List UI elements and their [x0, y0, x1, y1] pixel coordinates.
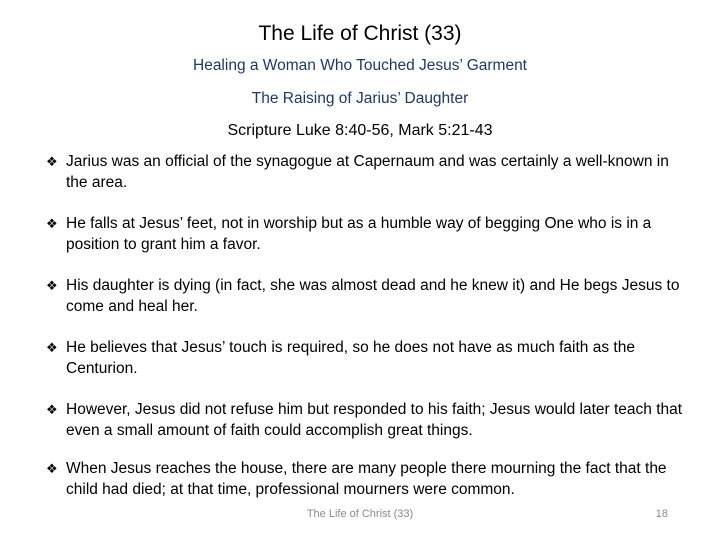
slide-title: The Life of Christ (33)	[258, 22, 462, 45]
bullet-text: When Jesus reaches the house, there are many people there mourning the fact that the child had died; at that time, professional mourners were common.	[66, 460, 667, 498]
diamond-bullet-icon: ❖	[46, 278, 58, 293]
diamond-bullet-icon: ❖	[46, 216, 58, 231]
diamond-bullet-icon: ❖	[46, 402, 58, 417]
footer-title: The Life of Christ (33)	[306, 508, 414, 520]
bullet-item	[46, 458, 686, 500]
bullet-text: He believes that Jesus’ touch is required, so he does not have as much faith as the Centurion.	[66, 339, 635, 377]
bullet-text: He falls at Jesus’ feet, not in worship but as a humble way of begging One who is in a position to grant him a favor.	[66, 215, 652, 253]
bullet-item	[46, 213, 686, 255]
bullet-item	[46, 337, 686, 379]
diamond-bullet-icon: ❖	[46, 154, 58, 169]
subtitle-healing-woman: Healing a Woman Who Touched Jesus’ Garment	[193, 57, 527, 74]
scripture-reference: Scripture Luke 8:40-56, Mark 5:21-43	[227, 122, 493, 139]
diamond-bullet-icon: ❖	[46, 340, 58, 355]
bullet-text: His daughter is dying (in fact, she was almost dead and he knew it) and He begs Jesus to come and heal her.	[66, 277, 680, 315]
bullet-text: However, Jesus did not refuse him but responded to his faith; Jesus would later teach that even a small amount of faith could accomplish great things.	[66, 401, 683, 439]
page-number: 18	[655, 508, 668, 520]
bullet-item	[46, 151, 686, 193]
subtitle-raising-daughter: The Raising of Jarius’ Daughter	[251, 90, 469, 107]
bullet-text: Jarius was an official of the synagogue at Capernaum and was certainly a well-known in the area.	[66, 153, 669, 191]
diamond-bullet-icon: ❖	[46, 461, 58, 476]
bullet-item	[46, 399, 686, 441]
bullet-item	[46, 275, 686, 317]
